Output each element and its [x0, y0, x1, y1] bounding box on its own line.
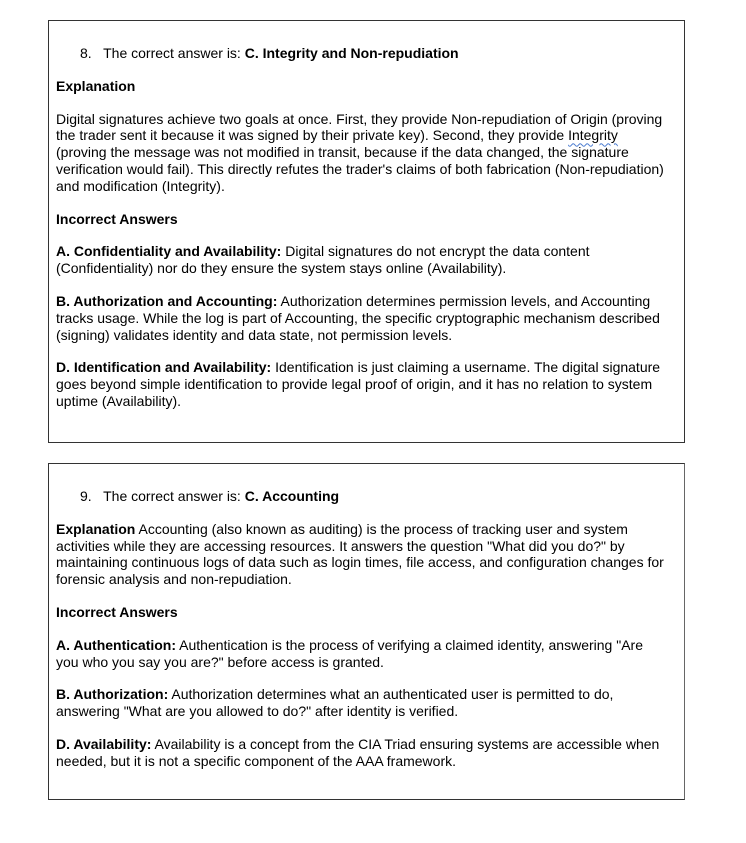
explanation-text [56, 111, 668, 195]
explanation-heading: Explanation [56, 77, 136, 94]
incorrect-label: B. Authorization and Accounting: [56, 292, 278, 309]
explanation-part: (proving the message was not modified in transit, because if the data changed, the signature verification would fail). This directly refutes the trader's claims of both fabrication (Non-repudiation) and modification (Integrity). [56, 144, 664, 194]
incorrect-label: D. Availability: [56, 735, 152, 752]
incorrect-text: Availability is a concept from the CIA Triad ensuring systems are accessible when needed, but it is not a specific component of the AAA framework. [56, 735, 660, 769]
incorrect-label: D. Identification and Availability: [56, 359, 272, 376]
incorrect-label: A. Authentication: [56, 636, 177, 653]
explanation-heading: Explanation [56, 520, 136, 537]
answer-box-q9 [48, 463, 685, 800]
explanation-body: Accounting (also known as auditing) is the process of tracking user and system activities while they are accessing resources. It answers the question "What did you do?" by maintaining continuous logs of data such as login times, file access, and configuration changes for forensic analysis and non-repudiation. [56, 520, 664, 588]
question-number: 8. [80, 45, 92, 61]
correct-answer-line [80, 488, 676, 505]
correct-answer-line [80, 45, 676, 62]
spellcheck-flagged-word[interactable]: Integrity [568, 127, 618, 144]
incorrect-text: Authorization determines permission levels, and Accounting tracks usage. While the log is part of Accounting, the specific cryptographic mechanism described (signing) validates identity and data state, not permission levels. [56, 292, 660, 343]
incorrect-heading: Incorrect Answers [56, 603, 178, 620]
incorrect-item [56, 243, 668, 277]
incorrect-item [56, 736, 668, 770]
incorrect-text: Identification is just claiming a username. The digital signature goes beyond simple identification to provide legal proof of origin, and it has no relation to system uptime (Availability). [56, 359, 661, 409]
answer-prefix: The correct answer is: [103, 488, 241, 504]
incorrect-heading: Incorrect Answers [56, 210, 178, 227]
correct-answer: C. Integrity and Non-repudiation [244, 45, 459, 61]
incorrect-item [56, 359, 668, 409]
explanation-part: Digital signatures achieve two goals at once. First, they provide Non-repudiation of Origin (proving the trader sent it because it was signed by their private key). Second, they provide [56, 110, 663, 144]
incorrect-text: Authentication is the process of verifying a claimed identity, answering "Are you who you say you are?" before access is granted. [56, 636, 643, 670]
answer-box-q8 [48, 20, 685, 443]
incorrect-label: B. Authorization: [56, 686, 169, 703]
incorrect-text: Authorization determines what an authenticated user is permitted to do, answering "What are you allowed to do?" after identity is verified. [56, 686, 614, 720]
answer-prefix: The correct answer is: [103, 45, 241, 61]
incorrect-item [56, 637, 668, 671]
correct-answer: C. Accounting [244, 488, 340, 504]
explanation-text [56, 521, 668, 588]
incorrect-item [56, 293, 668, 343]
incorrect-label: A. Confidentiality and Availability: [56, 243, 282, 260]
incorrect-item [56, 686, 668, 720]
incorrect-text: Digital signatures do not encrypt the data content (Confidentiality) nor do they ensure the system stays online (Availability). [56, 243, 590, 277]
question-number: 9. [80, 488, 92, 504]
